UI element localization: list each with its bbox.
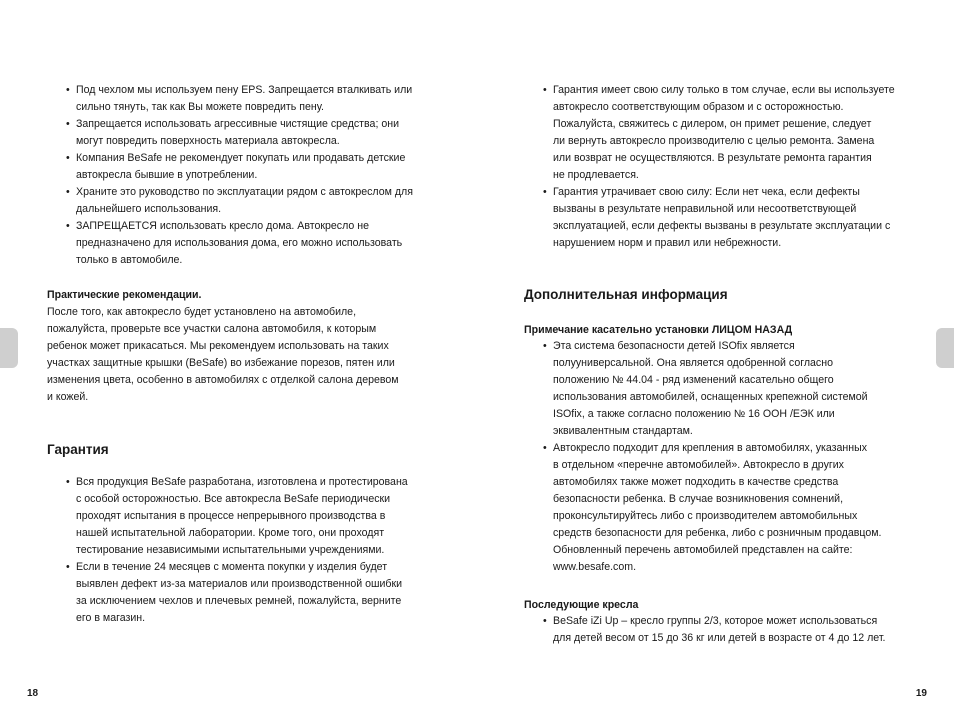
warranty-bullets — [66, 474, 408, 627]
list-item: • Компания BeSafe не рекомендует покупать или продавать детские автокресла бывшие в употреблении. — [66, 150, 413, 184]
list-item: • Если в течение 24 месяцев с момента покупки у изделия будет выявлен дефект из-за материалов или производственной ошибки за исключением чехлов и плечевых ремней, пожалуйста, верните его в магазин. — [66, 559, 408, 627]
page-number-right: 19 — [915, 688, 927, 699]
list-item: • Эта система безопасности детей ISOfix является полууниверсальной. Она является одобренной согласно положению № 44.04 - ряд изменений касательно общего использования автомобилей, оснащенных крепежной системой ISOfix, а также согласно положению № 16 ООН /ЕЭК или эквивалентным стандартам. — [543, 338, 882, 440]
list-item: • Автокресло подходит для крепления в автомобилях, указанных в отдельном «перечне автомобилей». Автокресло в других автомобилях также может подходить в качестве средства безопасности ребенка. В случае возникновения сомнений, проконсультируйтесь либо с производителем автомобильных средств безопасности для ребенка, либо с розничным продавцом. Обновленный перечень автомобилей представлен на сайте: www.besafe.com. — [543, 440, 882, 576]
additional-info-heading: Дополнительная информация — [524, 287, 728, 302]
list-item: • Храните это руководство по эксплуатации рядом с автокреслом для дальнейшего использования. — [66, 184, 413, 218]
left-top-bullets — [66, 82, 413, 269]
list-item: • Вся продукция BeSafe разработана, изготовлена и протестирована с особой осторожностью. Все автокресла BeSafe периодически проходят испытания в процессе непрерывного производства в нашей испытательной лаборатории. Кроме того, они проходят тестирование независимыми испытательными учреждениями. — [66, 474, 408, 559]
right-page — [477, 0, 954, 716]
next-seats-heading: Последующие кресла — [524, 599, 639, 611]
list-item: • Гарантия утрачивает свою силу: Если нет чека, если дефекты вызваны в результате неправильной или несоответствующей эксплуатацией, если дефекты вызваны в результате эксплуатации с нарушением норм и правил или небрежности. — [543, 184, 895, 252]
rear-facing-note-heading: Примечание касательно установки ЛИЦОМ НАЗАД — [524, 324, 793, 336]
list-item: • Гарантия имеет свою силу только в том случае, если вы используете автокресло соответствующим образом и с осторожностью. Пожалуйста, свяжитесь с дилером, он примет решение, следует ли вернуть автокресло производителю с целью ремонта. Замена или возврат не осуществляются. В результате ремонта гарантия не продлевается. — [543, 82, 895, 184]
left-edge-tab — [0, 328, 18, 368]
list-item: • ЗАПРЕЩАЕТСЯ использовать кресло дома. Автокресло не предназначено для использования дома, его можно использовать только в автомобиле. — [66, 218, 413, 269]
practical-paragraph: После того, как автокресло будет установлено на автомобиле, пожалуйста, проверьте все участки салона автомобиля, к которым ребенок может прикасаться. Мы рекомендуем использовать на таких участках защитные крышки (BeSafe) во избежание порезов, пятен или изменения цвета, особенно в автомобилях с отделкой салона деревом и кожей. — [47, 306, 399, 403]
list-item: • BeSafe iZi Up – кресло группы 2/3, которое может использоваться для детей весом от 15 до 36 кг или детей в возрасте от 4 до 12 лет. — [543, 613, 885, 647]
list-item: • Запрещается использовать агрессивные чистящие средства; они могут повредить поверхность материала автокресла. — [66, 116, 413, 150]
warranty-heading: Гарантия — [47, 442, 109, 457]
list-item: • Под чехлом мы используем пену EPS. Запрещается вталкивать или сильно тянуть, так как Вы можете повредить пену. — [66, 82, 413, 116]
right-top-bullets — [543, 82, 895, 252]
page-number-left: 18 — [27, 688, 39, 699]
right-edge-tab — [936, 328, 954, 368]
next-seats-bullets — [543, 613, 885, 647]
additional-bullets — [543, 338, 882, 576]
practical-heading: Практические рекомендации. — [47, 289, 202, 301]
